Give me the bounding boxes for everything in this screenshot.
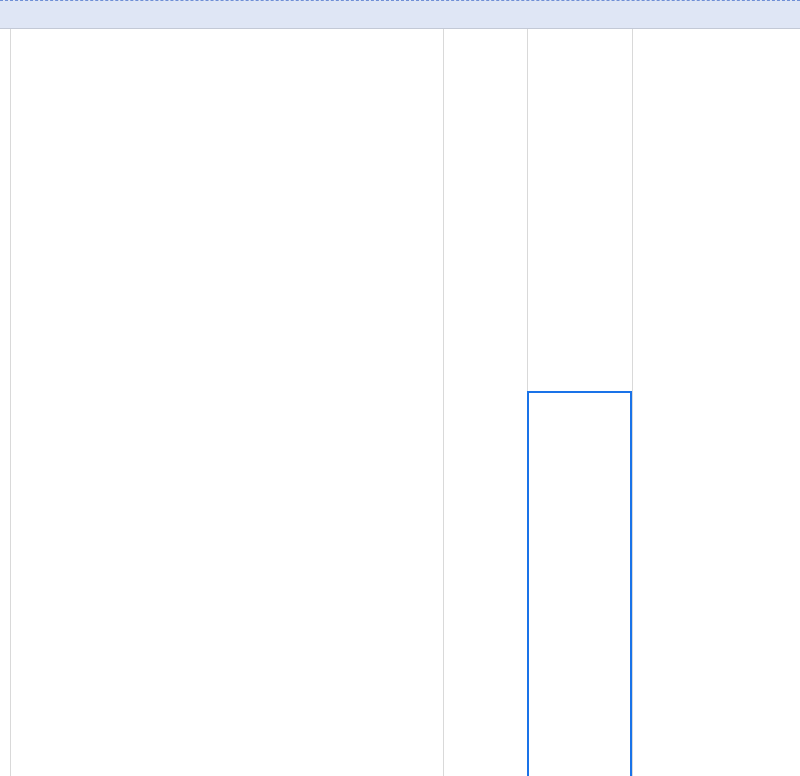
column-header-model[interactable] (527, 0, 632, 28)
header-row (0, 0, 800, 29)
column-header-cover-url[interactable] (632, 0, 800, 28)
selected-cell[interactable] (527, 391, 632, 776)
column-divider (10, 0, 11, 776)
column-header-prompt-type[interactable] (443, 0, 527, 28)
column-header-prompt[interactable] (10, 0, 443, 28)
header-cell-left[interactable] (0, 0, 10, 28)
column-divider (443, 0, 444, 776)
column-divider (632, 0, 633, 776)
